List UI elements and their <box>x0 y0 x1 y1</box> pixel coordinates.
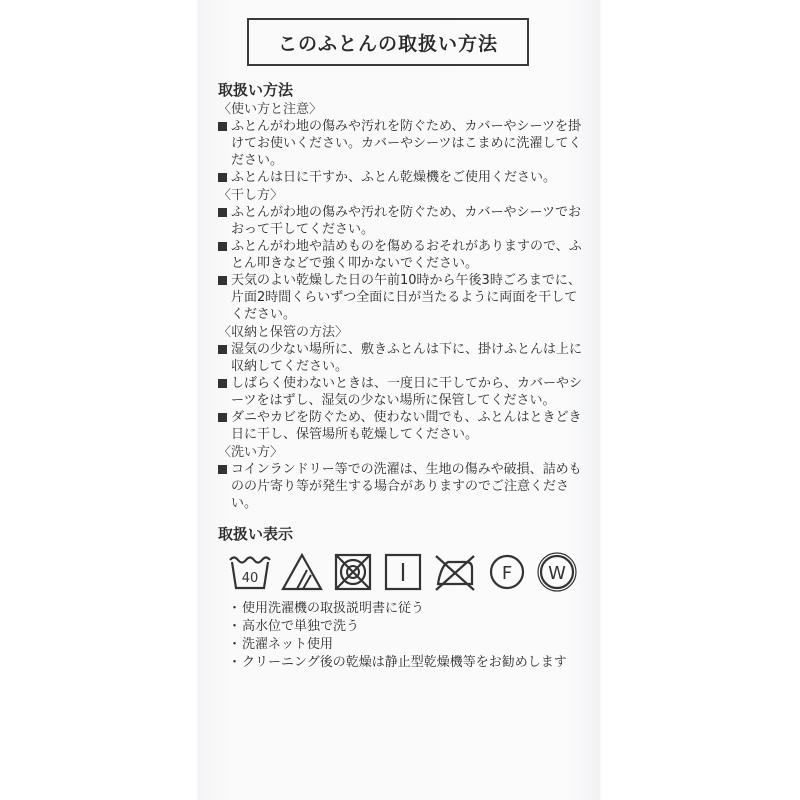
dry-clean-letter: F <box>501 563 513 584</box>
section-heading-handling: 取扱い方法 <box>218 81 294 99</box>
list-item: ・ クリーニング後の乾燥は静止型乾燥機等をお勧めします <box>228 655 567 670</box>
bullet-square-icon <box>218 345 227 354</box>
bullet-dot-icon: ・ <box>228 655 242 670</box>
list-item: コインランドリー等での洗濯は、生地の傷みや破損、詰めものの片寄り等が発生する場合がありますのでご注意ください。 <box>218 461 590 512</box>
care-symbols-row <box>228 552 590 592</box>
bullet-square-icon <box>218 173 227 182</box>
bullet-square-icon <box>218 208 227 217</box>
bullet-dot-icon: ・ <box>228 637 242 652</box>
subheading-usage: 〈使い方と注意〉 <box>218 102 323 117</box>
subheading-drying: 〈干し方〉 <box>218 188 284 203</box>
bullet-square-icon <box>218 122 227 131</box>
wash-40-icon <box>228 552 272 592</box>
no-tumble-dry-icon <box>332 552 374 592</box>
list-item: ・ 洗濯ネット使用 <box>228 637 334 652</box>
drip-dry-icon <box>382 552 424 592</box>
list-item: ダニやカビを防ぐため、使わない間でも、ふとんはときどき日に干し、保管場所も乾燥してください。 <box>218 409 590 443</box>
no-iron-icon <box>432 552 478 592</box>
list-item: しばらく使わないときは、一度日に干してから、カバーやシーツをはずし、湿気の少ない場所に保管してください。 <box>218 375 590 409</box>
bullet-square-icon <box>218 413 227 422</box>
care-notes <box>228 600 590 672</box>
bullet-square-icon <box>218 242 227 251</box>
bullet-square-icon <box>218 465 227 474</box>
list-item: 湿気の少ない場所に、敷きふとんは下に、掛けふとんは上に収納してください。 <box>218 341 590 375</box>
wet-clean-letter: W <box>548 563 566 584</box>
list-item: ・ 使用洗濯機の取扱説明書に従う <box>228 601 425 616</box>
wash-temperature: 40 <box>241 571 259 586</box>
section-heading-care-symbols: 取扱い表示 <box>218 525 294 543</box>
bullet-dot-icon: ・ <box>228 619 242 634</box>
bullet-dot-icon: ・ <box>228 601 242 616</box>
subheading-storage: 〈収納と保管の方法〉 <box>218 325 349 340</box>
wet-clean-w-icon <box>536 552 578 592</box>
dry-clean-f-icon <box>486 552 528 592</box>
list-item: ふとんは日に干すか、ふとん乾燥機をご使用ください。 <box>218 169 590 186</box>
list-item: ふとんがわ地の傷みや汚れを防ぐため、カバーやシーツでおおって干してください。 <box>218 204 590 238</box>
page-title: このふとんの取扱い方法 <box>247 18 529 66</box>
subheading-washing: 〈洗い方〉 <box>218 445 284 460</box>
list-item: ・ 高水位で単独で洗う <box>228 619 360 634</box>
bullet-square-icon <box>218 379 227 388</box>
list-item: 天気のよい乾燥した日の午前10時から午後3時ごろまでに、片面2時間くらいずつ全面に日が当たるように両面を干してください。 <box>218 272 590 323</box>
bleach-triangle-icon <box>280 552 324 592</box>
care-instructions <box>218 80 590 672</box>
list-item: ふとんがわ地や詰めものを傷めるおそれがありますので、ふとん叩きなどで強く叩かないでください。 <box>218 238 590 272</box>
list-item: ふとんがわ地の傷みや汚れを防ぐため、カバーやシーツを掛けてお使いください。カバーやシーツはこまめに洗濯してください。 <box>218 118 590 169</box>
bullet-square-icon <box>218 276 227 285</box>
